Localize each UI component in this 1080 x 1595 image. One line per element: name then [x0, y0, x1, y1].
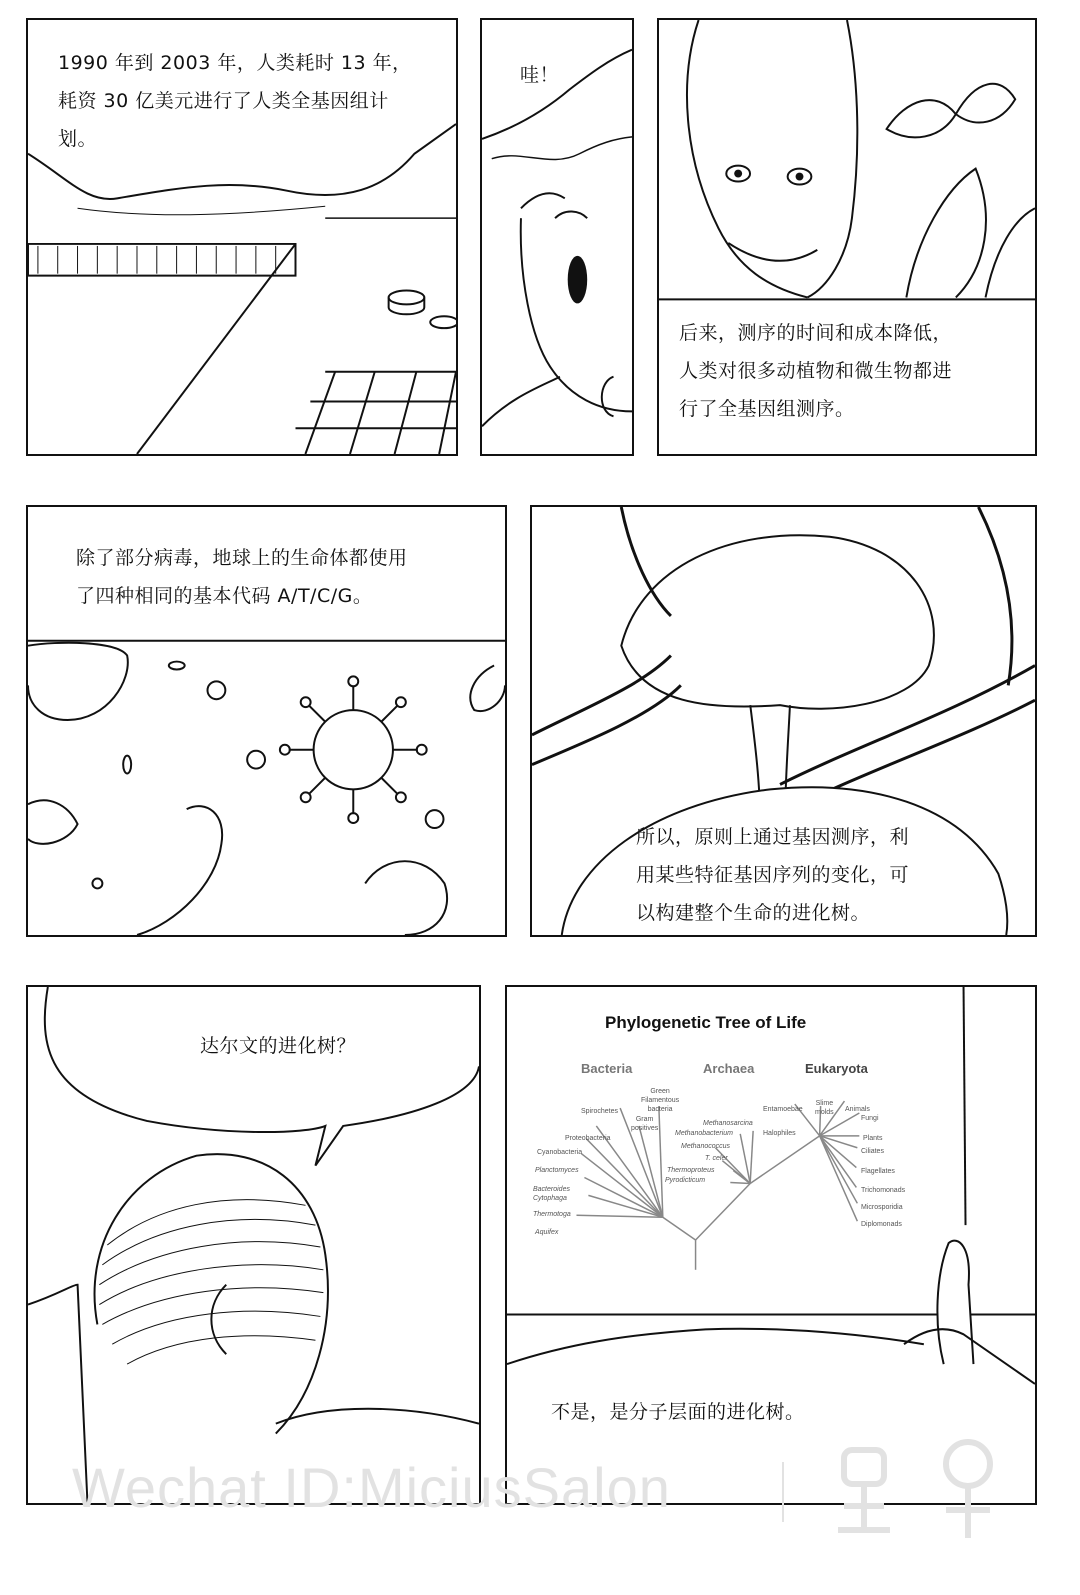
- panel-microbes: [26, 505, 507, 937]
- panel-caption: 后来，测序的时间和成本降低， 人类对很多动植物和微生物都进 行了全基因组测序。: [679, 322, 953, 420]
- panel-question: [26, 985, 481, 1505]
- leaf-methanobacterium: Methanobacterium: [675, 1130, 733, 1137]
- leaf-trichomonads: Trichomonads: [861, 1187, 906, 1194]
- leaf-slime-molds: Slime molds: [815, 1100, 834, 1116]
- leaf-gram-positives: Gram positives: [631, 1116, 659, 1132]
- leaf-aquifex: Aquifex: [535, 1229, 559, 1236]
- panel-caption: 哇！: [520, 64, 560, 86]
- watermark-text: Wechat ID:MiciusSalon: [72, 1456, 671, 1519]
- leaf-thermoproteus: Thermoproteus: [667, 1167, 715, 1174]
- leaf-proteobacteria: Proteobacteria: [565, 1135, 611, 1142]
- panel-boy: [480, 18, 634, 456]
- leaf-ciliates: Ciliates: [861, 1148, 884, 1155]
- speech-bubble-text: 达尔文的进化树？: [200, 1035, 357, 1057]
- leaf-planctomyces: Planctomyces: [535, 1167, 579, 1174]
- domain-bacteria: Bacteria: [581, 1061, 633, 1076]
- leaf-plants: Plants: [863, 1135, 883, 1142]
- leaf-flagellates: Flagellates: [861, 1168, 895, 1175]
- leaf-methanococcus: Methanococcus: [681, 1143, 731, 1150]
- domain-eukaryota: Eukaryota: [805, 1061, 868, 1076]
- leaf-bacteroides: Bacteroides Cytophaga: [533, 1186, 570, 1202]
- panel-caption: 除了部分病毒，地球上的生命体都使用 了四种相同的基本代码 A/T/C/G。: [76, 547, 408, 607]
- leaf-entamoebae: Entamoebae: [763, 1106, 803, 1113]
- panel-dna-tree: [530, 505, 1037, 937]
- leaf-animals: Animals: [845, 1106, 870, 1113]
- panel-lab: [26, 18, 458, 456]
- panel-phylo-tree: [505, 985, 1037, 1505]
- watermark-divider: [782, 1462, 784, 1522]
- tree-title: Phylogenetic Tree of Life: [605, 1013, 807, 1032]
- leaf-t-celer: T. celer: [705, 1155, 728, 1162]
- leaf-cyanobacteria: Cyanobacteria: [537, 1149, 583, 1156]
- leaf-green-filamentous: Green Filamentous bacteria: [641, 1088, 680, 1113]
- leaf-pyrodicticum: Pyrodicticum: [665, 1177, 706, 1184]
- domain-archaea: Archaea: [703, 1061, 755, 1076]
- panel-caption: 1990 年到 2003 年，人类耗时 13 年， 耗资 30 亿美元进行了人类全基因组计 划。: [58, 52, 412, 150]
- micius-salon-logo: [838, 1430, 998, 1540]
- leaf-halophiles: Halophiles: [763, 1130, 796, 1137]
- panel-caption: 不是，是分子层面的进化树。: [551, 1401, 805, 1423]
- leaf-spirochetes: Spirochetes: [581, 1108, 618, 1115]
- leaf-methanosarcina: Methanosarcina: [703, 1120, 753, 1127]
- leaf-fungi: Fungi: [861, 1115, 879, 1122]
- panel-caption: 所以，原则上通过基因测序，利 用某些特征基因序列的变化，可 以构建整个生命的进化树。: [636, 826, 910, 924]
- panel-orangutan: [657, 18, 1037, 456]
- leaf-thermotoga: Thermotoga: [533, 1211, 571, 1218]
- leaf-diplomonads: Diplomonads: [861, 1221, 902, 1228]
- leaf-microsporidia: Microsporidia: [861, 1204, 903, 1211]
